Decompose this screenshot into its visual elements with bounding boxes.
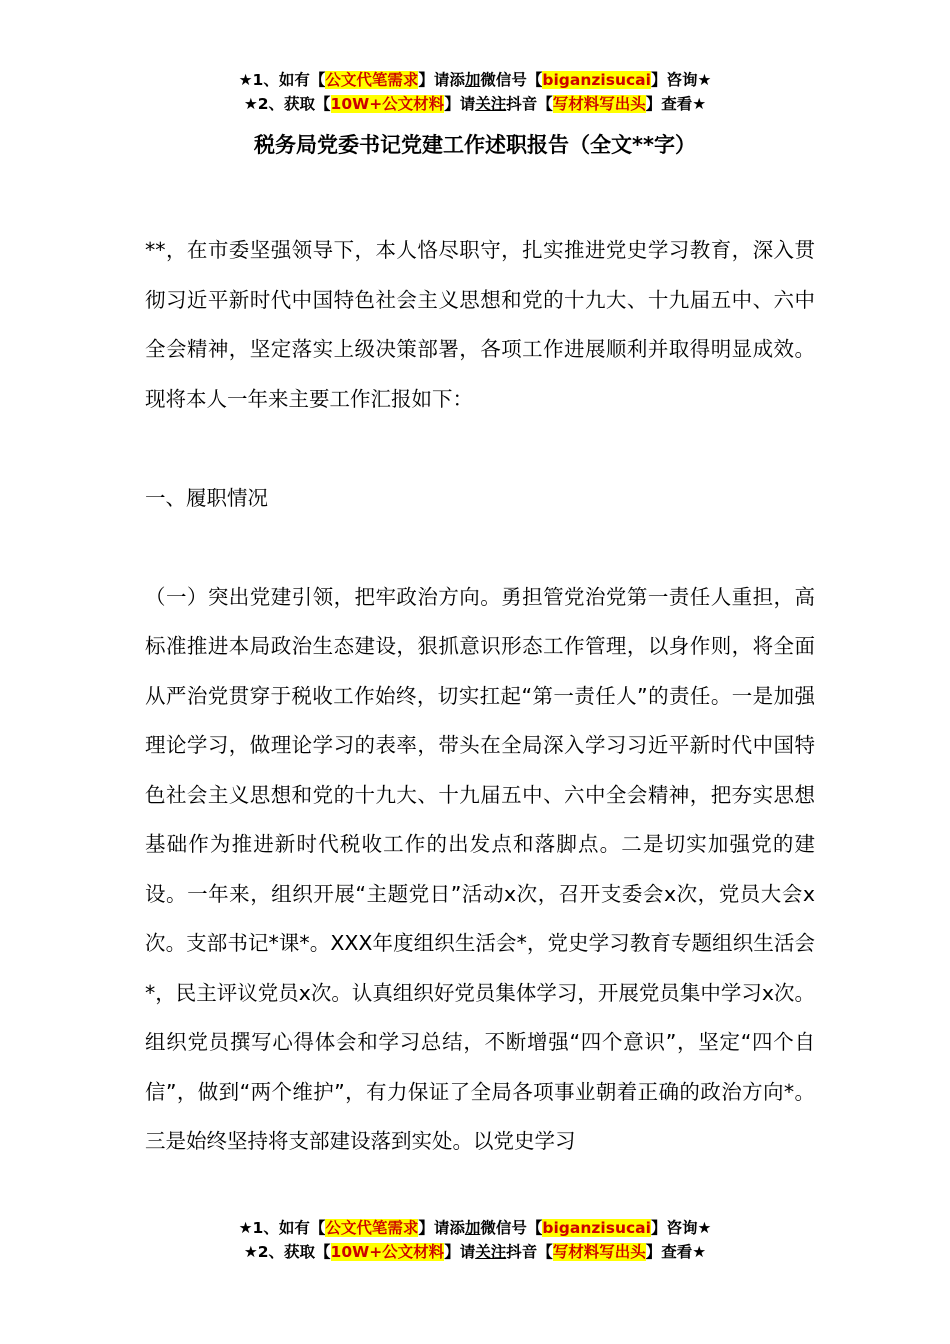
banner-text: 】请添 — [418, 1219, 465, 1237]
banner-text: 抖音【 — [506, 1243, 553, 1261]
highlight-service: 公文代笔需求 — [325, 71, 419, 89]
banner-text: 】请添 — [418, 71, 465, 89]
banner-line-1 — [0, 1216, 950, 1240]
banner-text: 】请 — [444, 95, 476, 113]
section-heading: 一、履职情况 — [145, 485, 268, 510]
banner-line-1 — [0, 68, 950, 92]
banner-text: ★2、获取【 — [243, 1243, 331, 1261]
document-title: 税务局党委书记党建工作述职报告（全文**字） — [254, 133, 696, 157]
intro-paragraph: **，在市委坚强领导下，本人恪尽职守，扎实推进党史学习教育，深入贯彻习近平新时代中国特色社会主义思想和党的十九大、十九届五中、六中全会精神，坚定落实上级决策部署，各项工作进展顺利并取得明显成效。现将本人一年来主要工作汇报如下： — [145, 238, 815, 411]
banner-underlined-text: 加 — [464, 1219, 481, 1237]
top-banner — [0, 68, 950, 116]
banner-text: 微信号【 — [480, 1219, 543, 1237]
banner-text: 抖音【 — [506, 95, 553, 113]
highlight-wechat-id: biganzisucai — [542, 71, 651, 89]
banner-text: 】咨询★ — [650, 1219, 712, 1237]
banner-underlined-text: 关注 — [475, 1243, 507, 1261]
banner-text: ★1、如有【 — [238, 1219, 326, 1237]
banner-underlined-text: 关注 — [475, 95, 507, 113]
banner-line-2 — [0, 92, 950, 116]
highlight-service: 公文代笔需求 — [325, 1219, 419, 1237]
highlight-materials: 10W+公文材料 — [330, 95, 445, 113]
bottom-banner — [0, 1216, 950, 1264]
banner-text: 】请 — [444, 1243, 476, 1261]
highlight-douyin-account: 写材料写出头 — [552, 95, 646, 113]
body-paragraph: （一）突出党建引领，把牢政治方向。勇担管党治党第一责任人重担，高标准推进本局政治生态建设，狠抓意识形态工作管理，以身作则，将全面从严治党贯穿于税收工作始终，切实扛起“第一责任人”的责任。一是加强理论学习，做理论学习的表率，带头在全局深入学习习近平新时代中国特色社会主义思想和党的十九大、十九届五中、六中全会精神，把夯实思想基础作为推进新时代税收工作的出发点和落脚点。二是切实加强党的建设。一年来，组织开展“主题党日”活动x次，召开支委会x次，党员大会x次。支部书记*课*。XXX年度组织生活会*，党史学习教育专题组织生活会*，民主评议党员x次。认真组织好党员集体学习，开展党员集中学习x次。组织党员撰写心得体会和学习总结，不断增强“四个意识”，坚定“四个自信”，做到“两个维护”，有力保证了全局各项事业朝着正确的政治方向*。三是始终坚持将支部建设落到实处。以党史学习 — [145, 584, 816, 1153]
banner-text: 】查看★ — [645, 95, 707, 113]
banner-text: 】咨询★ — [650, 71, 712, 89]
paragraph-spacer — [145, 424, 815, 474]
paragraph-spacer — [145, 523, 815, 573]
highlight-materials: 10W+公文材料 — [330, 1243, 445, 1261]
banner-text: 微信号【 — [480, 71, 543, 89]
highlight-wechat-id: biganzisucai — [542, 1219, 651, 1237]
highlight-douyin-account: 写材料写出头 — [552, 1243, 646, 1261]
banner-line-2 — [0, 1240, 950, 1264]
document-body — [145, 226, 815, 1167]
banner-text: 】查看★ — [645, 1243, 707, 1261]
banner-text: ★1、如有【 — [238, 71, 326, 89]
banner-underlined-text: 加 — [464, 71, 481, 89]
banner-text: ★2、获取【 — [243, 95, 331, 113]
